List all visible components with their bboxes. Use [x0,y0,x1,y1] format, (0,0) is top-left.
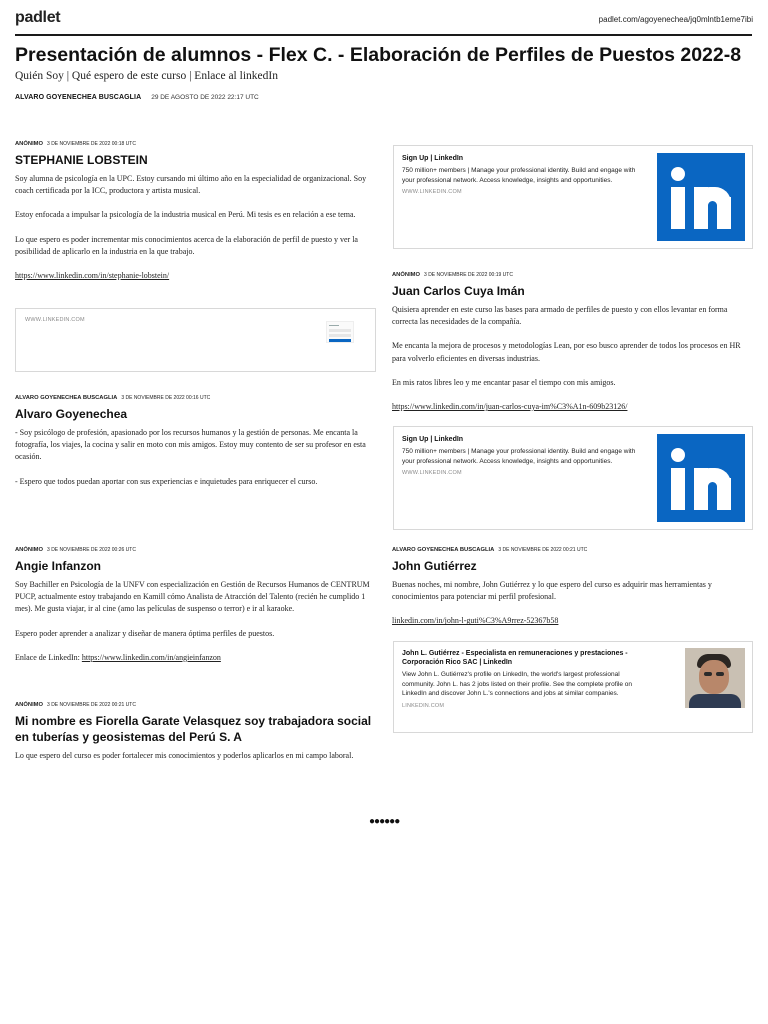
post-link[interactable]: linkedin.com/in/john-l-guti%C3%A9rrez-52367b58 [392,616,559,626]
post-paragraph: - Soy psicólogo de profesión, apasionado por los recursos humanos y la gestión de personas. Me encanta la fotografía, los viajes, la cocina y salir en moto con mis amigos. Estoy muy contento de ser su profesor en esta ocasión. [15,428,366,462]
post-author: ANÓNIMO [15,547,44,553]
post-link[interactable]: https://www.linkedin.com/in/stephanie-lobstein/ [15,271,170,281]
post-link[interactable]: https://www.linkedin.com/in/angieinfanzon [81,652,221,662]
card-text [402,154,647,195]
card-description: View John L. Gutiérrez's profile on LinkedIn, the world's largest professional community. John L. has 2 jobs listed on their profile. See the complete profile on LinkedIn and discover John L.'s connections and jobs at similar companies. [402,671,633,697]
board-title: Presentación de alumnos - Flex C. - Elaboración de Perfiles de Puestos 2022-8 [15,44,742,66]
post-paragraph: Estoy enfocada a impulsar la psicología de la industria musical en Perú. Mi tesis es en relación a ese tema. [15,210,356,220]
post-date: 3 DE NOVIEMBRE DE 2022 00:21 UTC [47,702,136,708]
post-author: ANÓNIMO [15,702,44,708]
linkedin-logo-icon [657,153,745,241]
link-preview-card[interactable] [393,426,753,530]
post-body [15,173,375,282]
post-body [15,750,375,762]
post-meta [15,395,373,401]
board-date: 29 DE AGOSTO DE 2022 22:17 UTC [151,94,259,101]
link-preview-card[interactable] [393,641,753,733]
post-title: Alvaro Goyenechea [15,407,128,421]
post-author: ANÓNIMO [392,272,421,278]
board-author-line [15,94,259,101]
post-paragraph: Soy Bachiller en Psicología de la UNFV con especialización en Gestión de Recursos Humanos de CENTRUM PUCP, actualmente estoy trabajando en Kamill cómo Analista de Atracción del Talento (recién he cumplido 1 mes). Me gusta viajar, ir al cine (amo las películas de suspenso o terror) e ir al karaoke. [15,580,370,614]
link-label: Enlace de LinkedIn: [15,652,82,662]
post-date: 3 DE NOVIEMBRE DE 2022 00:21 UTC [498,547,588,553]
card-domain: WWW.LINKEDIN.COM [25,317,85,323]
post-paragraph: Espero poder aprender a analizar y diseñar de manera óptima perfiles de puestos. [15,628,275,638]
board-url[interactable]: padlet.com/agoyenechea/jq0mlntb1eme7ibi [598,15,753,24]
post-title: Mi nombre es Fiorella Garate Velasquez soy trabajadora social en tuberías y geosistemas del Perú S. A [15,714,372,744]
post-john-gutierrez[interactable] [392,547,754,628]
post-body [392,304,754,413]
post-meta [392,272,754,278]
post-juan-carlos-cuya[interactable] [392,272,754,413]
board-author: ALVARO GOYENECHEA BUSCAGLIA [15,94,142,101]
post-paragraph: - Espero que todos puedan aportar con sus experiencias e inquietudes para enriquecer el curso. [15,476,318,486]
card-domain: WWW.LINKEDIN.COM [402,470,462,476]
post-author: ALVARO GOYENECHEA BUSCAGLIA [15,395,118,401]
post-alvaro-goyenechea[interactable] [15,395,373,488]
post-paragraph: En mis ratos libres leo y me encantar pasar el tiempo con mis amigos. [392,377,616,387]
post-paragraph: Lo que espero del curso es poder fortalecer mis conocimientos y poderlos aplicarlos en mi campo laboral. [15,751,354,760]
post-linkedin-card[interactable] [393,145,753,249]
card-title: John L. Gutiérrez - Especialista en remuneraciones y prestaciones - Corporación Rico SAC | LinkedIn [402,650,628,666]
post-paragraph: Me encanta la mejora de procesos y metodologías Lean, por eso busco aprender de todos los procesos en HR para volverlo eficientes en diversas industrias. [392,341,741,363]
post-paragraph: Buenas noches, mi nombre, John Gutiérrez y lo que espero del curso es adquirir mas herramientas y conocimientos para potenciar mi perfil profesional. [392,580,712,602]
post-title: STEPHANIE LOBSTEIN [15,153,148,167]
post-date: 3 DE NOVIEMBRE DE 2022 00:26 UTC [47,547,136,553]
card-title: Sign Up | LinkedIn [402,436,464,443]
padlet-logo[interactable]: padlet [15,9,61,26]
card-description: 750 million+ members | Manage your professional identity. Build and engage with your professional network. Access knowledge, insights and opportunities. [402,448,636,465]
post-fiorella-garate[interactable] [15,702,375,762]
post-link[interactable]: https://www.linkedin.com/in/juan-carlos-cuya-im%C3%A1n-609b23126/ [392,402,628,412]
post-meta [392,547,754,553]
post-paragraph: Quisiera aprender en este curso las bases para armado de perfiles de puesto y con ellos levantar en forma correcta las necesidades de la compañía. [392,305,728,327]
post-author: ANÓNIMO [15,141,44,147]
post-date: 3 DE NOVIEMBRE DE 2022 00:18 UTC [47,141,136,147]
post-date: 3 DE NOVIEMBRE DE 2022 00:16 UTC [121,395,211,401]
post-stephanie-lobstein[interactable] [15,141,375,282]
card-title: Sign Up | LinkedIn [402,155,464,162]
profile-photo [685,648,745,708]
header-divider [15,34,752,36]
card-text [402,649,652,709]
post-title: Angie Infanzon [15,559,101,573]
link-preview-card[interactable] [15,308,376,372]
post-body [15,579,375,664]
post-title: John Gutiérrez [392,559,477,573]
post-paragraph: Soy alumna de psicología en la UPC. Estoy cursando mi último año en la especialidad de organizacional. Soy coach certificada por la ICC, productora y artista musical. [15,174,367,196]
post-body [392,579,754,628]
post-author: ALVARO GOYENECHEA BUSCAGLIA [392,547,495,553]
card-domain: WWW.LINKEDIN.COM [402,189,462,195]
post-date: 3 DE NOVIEMBRE DE 2022 00:19 UTC [424,272,513,278]
post-meta [15,547,375,553]
post-paragraph: Lo que espero es poder incrementar mis conocimientos acerca de la elaboración de perfil de puesto y ver la posibilidad de aplicarlo en la industria en la que trabajo. [15,234,358,256]
post-meta [15,702,375,708]
post-body [15,427,373,488]
card-thumbnail [326,321,354,343]
post-title: Juan Carlos Cuya Imán [392,284,525,298]
post-meta [15,141,375,147]
card-text [402,435,647,476]
linkedin-logo-icon [657,434,745,522]
top-bar [0,0,768,36]
padlet-footer-mark: ●●●●●● [369,816,400,827]
card-description: 750 million+ members | Manage your professional identity. Build and engage with your professional network. Access knowledge, insights and opportunities. [402,167,636,184]
board-subtitle: Quién Soy | Qué espero de este curso | Enlace al linkedIn [15,70,278,82]
post-angie-infanzon[interactable] [15,547,375,664]
card-domain: LINKEDIN.COM [402,702,445,709]
